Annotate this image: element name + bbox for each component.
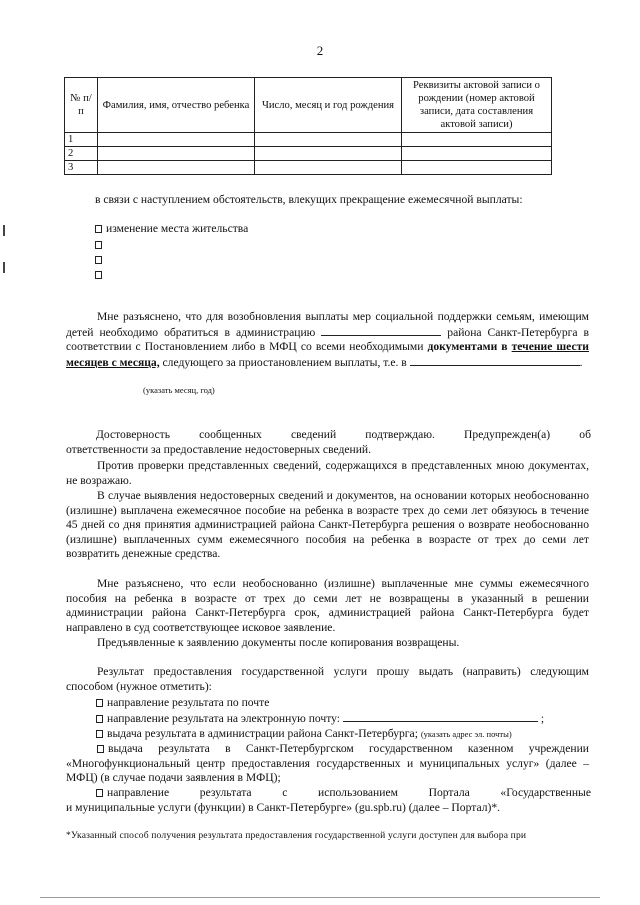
table-row xyxy=(65,161,552,175)
option-change-residence-label: изменение места жительства xyxy=(106,222,249,235)
option-blank-1[interactable] xyxy=(95,238,106,253)
accuracy-word: сообщенных xyxy=(199,428,262,441)
result-intro-paragraph xyxy=(66,665,589,694)
checkbox-change-residence[interactable] xyxy=(95,225,102,233)
result-option-email[interactable] xyxy=(96,711,591,727)
checkbox-blank-3[interactable] xyxy=(95,271,102,279)
documents-text: Предъявленные к заявлению документы после копирования возвращены. xyxy=(97,636,460,649)
portal-word: использованием xyxy=(317,786,398,799)
email-hint: (указать адрес эл. почты) xyxy=(420,729,512,739)
checkbox-blank-2[interactable] xyxy=(95,256,102,264)
row-number: 2 xyxy=(65,147,98,161)
result-option-admin-label: выдача результата в администрации района Санкт-Петербурга; xyxy=(107,727,418,740)
explanation-period: . xyxy=(579,355,583,369)
no-objection-text: Против проверки представленных сведений, содержащихся в представленных мною документах, не возражаю. xyxy=(66,459,589,487)
page-number: 2 xyxy=(316,43,324,58)
accuracy-word: об xyxy=(579,428,591,441)
explanation-bold2: течение шести месяцев с месяца, xyxy=(66,340,589,369)
row-record-cell[interactable] xyxy=(402,147,552,161)
explanation-part2: района Санкт-Петербурга в соответствии с Постановлением либо в МФЦ со всеми необходимыми xyxy=(66,325,589,354)
resumption-explanation xyxy=(66,310,589,370)
court-text: Мне разъяснено, что если необоснованно (излишне) выплаченные мне суммы ежемесячного пособия на ребенка в возрасте от трех до семи лет не возвращены в указанный в решении администрации района Санкт-Петербурга срок, администрацией района Санкт-Петербурга будет направлено в суд соответствующее исковое заявление. xyxy=(66,577,589,634)
row-record-cell[interactable] xyxy=(402,161,552,175)
children-table xyxy=(64,77,552,175)
footnote: *Указанный способ получения результата предоставления государственной услуги доступен для выбора при xyxy=(66,830,527,841)
header-number: № п/п xyxy=(65,78,98,133)
header-birth-date: Число, месяц и год рождения xyxy=(255,78,402,133)
documents-paragraph xyxy=(66,636,589,651)
portal-word: результата xyxy=(199,786,252,799)
table-row xyxy=(65,147,552,161)
accuracy-word: Достоверность xyxy=(96,428,170,441)
explanation-part3: следующего за приостановлением выплаты, т.е. в xyxy=(159,355,407,369)
row-date-cell[interactable] xyxy=(255,133,402,147)
header-name: Фамилия, имя, отчество ребенка xyxy=(98,78,255,133)
accuracy-line-2: ответственности за предоставление недостоверных сведений. xyxy=(66,443,372,456)
accuracy-word: подтверждаю. xyxy=(365,428,435,441)
administration-field[interactable] xyxy=(321,325,441,336)
explanation-bold1: документами в xyxy=(427,340,512,354)
circumstances-intro: в связи с наступлением обстоятельств, влекущих прекращение ежемесячной выплаты: xyxy=(95,193,523,206)
row-name-cell[interactable] xyxy=(98,147,255,161)
option-change-residence[interactable] xyxy=(95,222,248,237)
accuracy-word: Предупрежден(а) xyxy=(464,428,551,441)
date-hint: (указать месяц, год) xyxy=(143,385,215,395)
portal-word: с xyxy=(282,786,288,799)
accuracy-word: сведений xyxy=(290,428,337,441)
portal-word: Портала xyxy=(428,786,470,799)
result-option-email-label: направление результата на электронную почту: xyxy=(107,712,341,725)
portal-word: направление xyxy=(107,786,170,799)
row-name-cell[interactable] xyxy=(98,161,255,175)
result-intro-text: Результат предоставления государственной услуги прошу выдать (направить) следующим способом (нужное отметить): xyxy=(66,665,589,693)
scan-bottom-edge xyxy=(40,897,600,898)
checkbox-email[interactable] xyxy=(96,715,103,723)
portal-word: «Государственные xyxy=(500,786,591,799)
scan-edge-mark xyxy=(3,225,5,236)
result-option-portal[interactable] xyxy=(96,786,591,801)
checkbox-post[interactable] xyxy=(96,699,103,707)
option-blank-2[interactable] xyxy=(95,253,106,268)
checkbox-mfc[interactable] xyxy=(97,745,104,753)
no-objection-paragraph xyxy=(66,459,589,488)
row-number: 3 xyxy=(65,161,98,175)
result-option-mfc[interactable] xyxy=(66,742,589,786)
checkbox-portal[interactable] xyxy=(96,789,103,797)
explanation-part1: Мне разъяснено, что для возобновления выплаты мер социальной поддержки семьям, имеющим детей необходимо обратиться в администрацию xyxy=(66,310,589,339)
checkbox-admin[interactable] xyxy=(96,730,103,738)
header-birth-record: Реквизиты актовой записи о рождении (номер актовой записи, дата составления актовой записи) xyxy=(402,78,552,133)
refund-text: В случае выявления недостоверных сведений и документов, на основании которых необоснованно (излишне) выплачена ежемесячное пособие на ребенка в возрасте трех до семи лет обязуюсь в течение 45 дней со дня принятия администрацией района Санкт-Петербурга решения о возврате необоснованно (излишне) выплаченных сумм ежемесячного пособия на ребенка в возрасте от трех до семи лет возвратить денежные средства. xyxy=(66,489,589,561)
accuracy-line-1 xyxy=(96,428,591,443)
result-option-post[interactable] xyxy=(96,696,269,711)
refund-paragraph xyxy=(66,489,589,562)
email-field[interactable] xyxy=(343,711,538,722)
email-line-end: ; xyxy=(540,712,545,725)
date-field[interactable] xyxy=(410,355,580,366)
checkbox-blank-1[interactable] xyxy=(95,241,102,249)
result-option-portal-line-2: и муниципальные услуги (функции) в Санкт-Петербурге» (gu.spb.ru) (далее – Портал)*. xyxy=(66,801,501,814)
row-record-cell[interactable] xyxy=(402,133,552,147)
row-number: 1 xyxy=(65,133,98,147)
scan-edge-mark xyxy=(3,262,5,273)
result-option-post-label: направление результата по почте xyxy=(107,696,270,709)
table-row xyxy=(65,133,552,147)
result-option-mfc-label: выдача результата в Санкт-Петербургском государственном казенном учреждении «Многофункциональный центр предоставления государственных и муниципальных услуг» (далее – МФЦ) (в случае подачи заявления в МФЦ); xyxy=(66,742,589,785)
table-header-row xyxy=(65,78,552,133)
row-date-cell[interactable] xyxy=(255,161,402,175)
option-blank-3[interactable] xyxy=(95,268,106,283)
court-paragraph xyxy=(66,577,589,635)
row-name-cell[interactable] xyxy=(98,133,255,147)
row-date-cell[interactable] xyxy=(255,147,402,161)
result-option-admin[interactable] xyxy=(96,727,596,742)
